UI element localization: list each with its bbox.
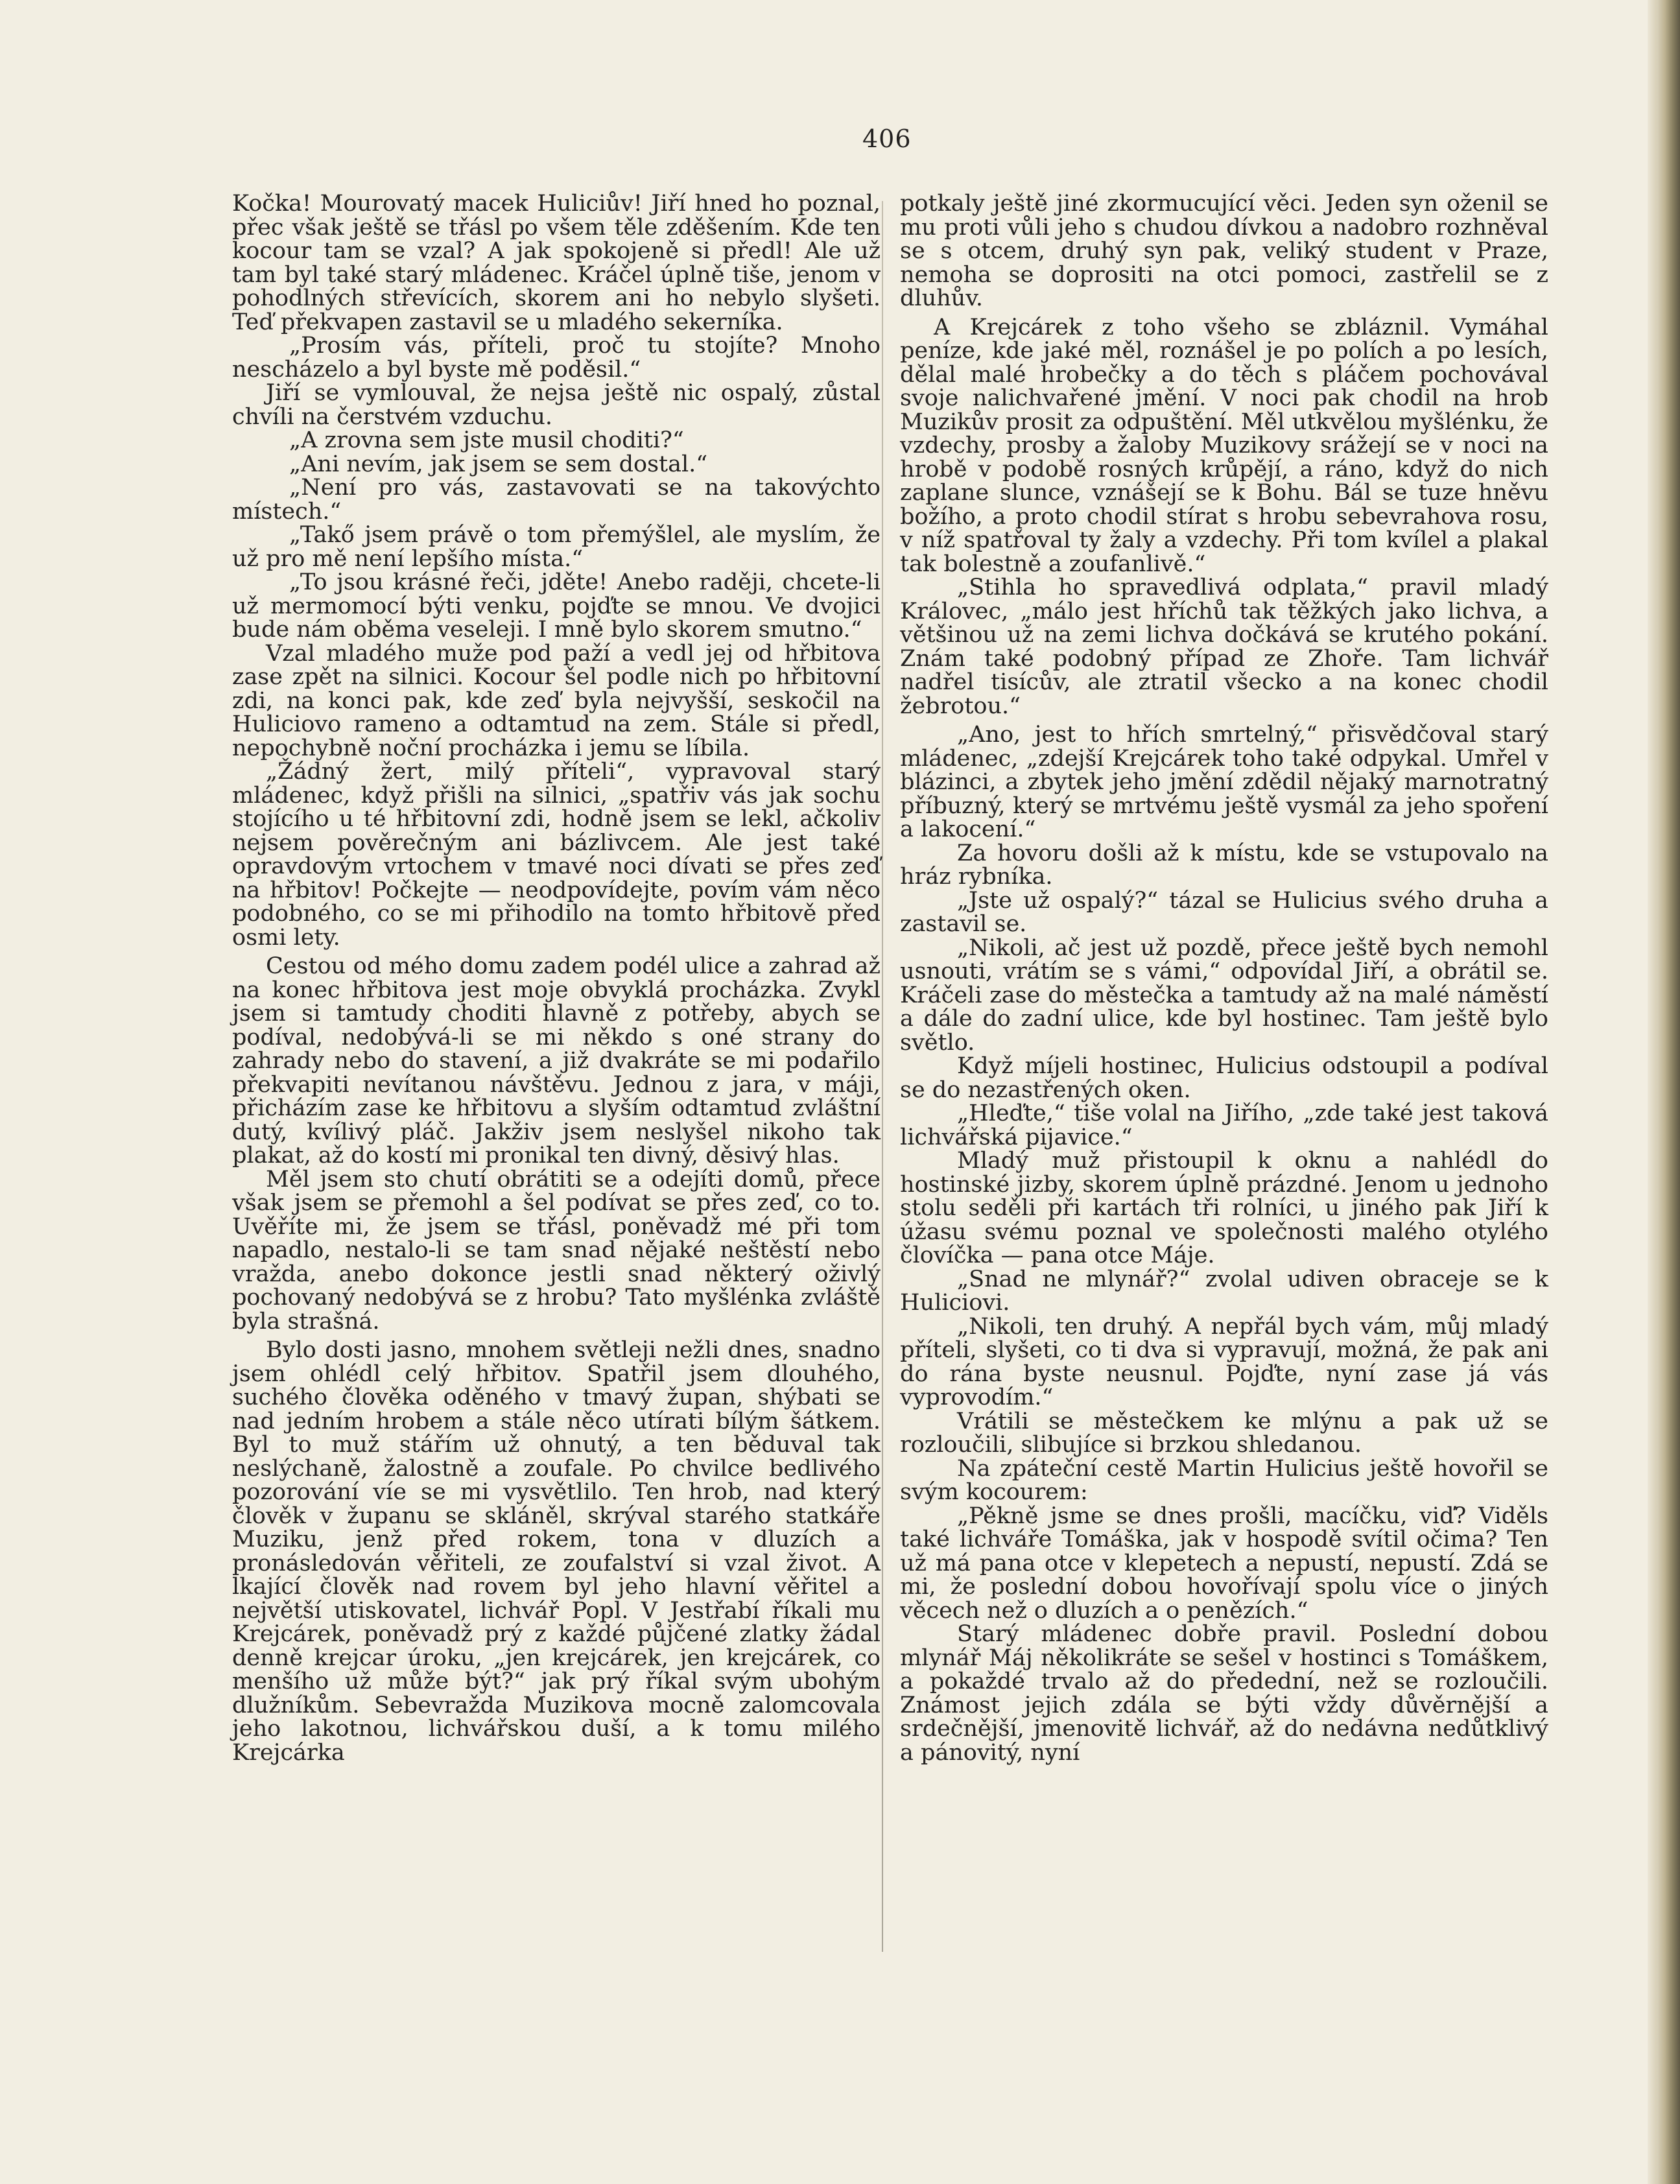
paragraph: Bylo dosti jasno, mnohem světleji nežli dnes, snadno jsem ohlédl celý hřbitov. Spatřil jsem dlouhého, suchého člověka oděného v tmavý župan, shýbati se nad jedním hrobem a stále něco utírati bílým šátkem. Byl to muž stářím už ohnutý, a ten běduval tak neslýchaně, žalostně a zoufale. Po chvilce bedlivého pozorování víe se mi vysvětlilo. Ten hrob, nad který člověk v županu se skláněl, skrýval starého statkáře Muziku, jenž před rokem, tona v dluzích a pronásledován věřiteli, ze zoufalství si vzal život. A lkající člověk nad rovem byl jeho hlavní věřitel a největší utiskovatel, lichvář Popl. V Jestřabí říkali mu Krejcárek, poněvadž prý z každé půjčené zlatky žádal denně krejcar úroku, „jen krejcárek, jen krejcárek, co menšího už může být?“ jak prý říkal svým ubohým dlužníkům. Sebevražda Muzikova mocně zalomcovala jeho lakotnou, lichvářskou duší, a k tomu milého Krejcárka — [232, 1337, 881, 1766]
paragraph: „Nikoli, ten druhý. A nepřál bych vám, můj mladý příteli, slyšeti, co ti dva si vypravují, možná, že pak ani do rána byste neusnul. Pojďte, nyní zase já vás vyprovodím.“ — [900, 1313, 1548, 1410]
paragraph: „Ani nevím, jak jsem se sem dostal.“ — [289, 451, 708, 477]
paragraph: Když míjeli hostinec, Hulicius odstoupil a podíval se do nezastřených oken. — [900, 1053, 1548, 1103]
paragraph: „Takő jsem právě o tom přemýšlel, ale myslím, že už pro mě není lepšího místa.“ — [232, 522, 881, 572]
page-number: 406 — [862, 125, 912, 153]
paragraph: potkaly ještě jiné zkormucující věci. Jeden syn oženil se mu proti vůli jeho s chudou dívkou a nadobro rozhněval se s otcem, druhý syn pak, veliký student v Praze, nemoha se doprositi na otci pomoci, zastřelil se z dluhův. — [900, 191, 1548, 311]
book-binding-edge — [1657, 0, 1680, 2184]
paragraph: A Krejcárek z toho všeho se zbláznil. Vymáhal peníze, kde jaké měl, roznášel je po polích a po lesích, dělal malé hrobečky a do těch s pláčem pochovával svoje nalichvařené jmění. V noci pak chodil na hrob Muzikův prosit za odpuštění. Měl utkvělou myšlénku, že vzdechy, prosby a žaloby Muzikovy srážejí se v noci na hrobě v podobě rosných krůpějí, a ráno, když do nich zaplane slunce, vznášejí se k Bohu. Bál se tuze hněvu božího, a proto chodil stírat s hrobu sebevrahova rosu, v níž spatřoval ty žaly a vzdechy. Při tom kvílel a plakal tak bolestně a zoufanlivě.“ — [900, 314, 1548, 577]
paragraph: „Stihla ho spravedlivá odplata,“ pravil mladý Královec, „málo jest hříchů tak těžkých jako lichva, a většinou už na zemi lichva dočkává se krutého pokání. Znám také podobný případ ze Zhoře. Tam lichvář nadřel tisícův, ale ztratil všecko a na konec chodil žebrotou.“ — [900, 575, 1548, 719]
paragraph: „Hleďte,“ tiše volal na Jiřího, „zde také jest taková lichvářská pijavice.“ — [900, 1100, 1548, 1150]
paragraph: Měl jsem sto chutí obrátiti se a odejíti domů, přece však jsem se přemohl a šel podívat se přes zeď, co to. Uvěříte mi, že jsem se třásl, poněvadž mé při tom napadlo, nestalo-li se tam snad nějaké neštěstí nebo vražda, anebo dokonce jestli snad některý oživlý pochovaný nedobývá se z hrobu? Tato myšlénka zvláště byla strašná. — [232, 1166, 881, 1335]
paragraph: Vzal mladého muže pod paží a vedl jej od hřbitova zase zpět na silnici. Kocour šel podle nich po hřbitovní zdi, na konci pak, kde zeď byla nejvyšší, seskočil na Huliciovo rameno a odtamtud na zem. Stále si předl, nepochybně noční procházka i jemu se líbila. — [232, 640, 881, 761]
paragraph: Na zpáteční cestě Martin Hulicius ještě hovořil se svým kocourem: — [900, 1455, 1548, 1505]
paragraph: Vrátili se městečkem ke mlýnu a pak už se rozloučili, slibujíce si brzkou shledanou. — [900, 1408, 1548, 1458]
paragraph: Mladý muž přistoupil k oknu a nahlédl do hostinské jizby, skorem úplně prázdné. Jenom u jednoho stolu seděli při kartách tři rolníci, u jiného pak Jiří k úžasu svému poznal ve společnosti malého otylého človíčka — pana otce Máje. — [900, 1148, 1548, 1268]
paragraph: Jiří se vymlouval, že nejsa ještě nic ospalý, zůstal chvíli na čerstvém vzduchu. — [232, 380, 881, 430]
paragraph: „Není pro vás, zastavovati se na takovýchto místech.“ — [232, 475, 881, 525]
paragraph: „Snad ne mlynář?“ zvolal udiven obraceje se k Huliciovi. — [900, 1266, 1548, 1316]
left-text-column — [232, 192, 881, 1764]
column-divider — [882, 201, 883, 1952]
paragraph: „Nikoli, ač jest už pozdě, přece ještě bych nemohl usnouti, vrátím se s vámi,“ odpovídal Jiří, a obrátil se. Kráčeli zase do městečka a tamtudy až na malé náměstí a dále do zadní ulice, kde byl hostinec. Tam ještě bylo světlo. — [900, 934, 1548, 1056]
paragraph: „Ano, jest to hřích smrtelný,“ přisvědčoval starý mládenec, „zdejší Krejcárek toho také odpykal. Umřel v blázinci, a zbytek jeho jmění zdědil nějaký marnotratný příbuzný, který se mrtvému ještě vysmál za jeho spoření a lakocení.“ — [900, 722, 1548, 842]
paragraph: „A zrovna sem jste musil choditi?“ — [289, 427, 684, 453]
paragraph: „Žádný žert, milý příteli“, vypravoval starý mládenec, když přišli na silnici, „spatřiv vás jak sochu stojícího u té hřbitovní zdi, hodně jsem se lekl, ačkoliv nejsem pověrečným ani bázlivcem. Ale jest také opravdovým vrtochem v tmavé noci dívati se přes zeď na hřbitov! Počkejte — neodpovídejte, povím vám něco podobného, co se mi přihodilo na tomto hřbitově před osmi lety. — [232, 759, 881, 951]
paragraph: „Prosím vás, příteli, proč tu stojíte? Mnoho nescházelo a byl byste mě poděsil.“ — [232, 333, 881, 383]
paragraph: „Pěkně jsme se dnes prošli, macíčku, viď? Viděls také lichváře Tomáška, jak v hospodě svítil očima? Ten už má pana otce v klepetech a nepustí, nepustí. Zdá se mi, že poslední dobou hovořívají spolu více o jiných věcech než o dluzích a o penězích.“ — [900, 1502, 1548, 1624]
paragraph: Za hovoru došli až k místu, kde se vstupovalo na hráz rybníka. — [900, 840, 1548, 890]
paragraph: „Jste už ospalý?“ tázal se Hulicius svého druha a zastavil se. — [900, 887, 1548, 937]
paragraph: Cestou od mého domu zadem podél ulice a zahrad až na konec hřbitova jest moje obvyklá procházka. Zvykl jsem si tamtudy choditi hlavně z potřeby, abych se podíval, nedobývá-li se mi někdo s oné strany do zahrady nebo do stavení, a již dvakráte se mi podařilo překvapiti nevítanou návštěvu. Jednou z jara, v máji, přicházím zase ke hřbitovu a slyším odtamtud zvláštní dutý, kvílivý pláč. Jakživ jsem neslyšel nikoho tak plakat, až do kostí mi pronikal ten divný, děsivý hlas. — [232, 953, 881, 1169]
right-text-column — [900, 192, 1548, 1764]
paragraph: „To jsou krásné řeči, jděte! Anebo raději, chcete-li už mermomocí býti venku, pojďte se mnou. Ve dvojici bude nám oběma veseleji. I mně bylo skorem smutno.“ — [232, 569, 881, 643]
page-edge-shadow — [1648, 0, 1657, 2184]
paragraph: Kočka! Mourovatý macek Huliciův! Jiří hned ho poznal, přec však ještě se třásl po všem těle zděšením. Kde ten kocour tam se vzal? A jak spokojeně si předl! Ale už tam byl také starý mládenec. Kráčel úplně tiše, jenom v pohodlných střevících, skorem ani ho nebylo slyšeti. Teď překvapen zastavil se u mladého sekerníka. — [232, 191, 881, 335]
paragraph: Starý mládenec dobře pravil. Poslední dobou mlynář Máj několikráte se sešel v hostinci s Tomáškem, a pokaždé trvalo až do předední, než se rozloučili. Známost jejich zdála se býti vždy důvěrnější a srdečnější, jmenovitě lichvář, až do nedávna nedůtklivý a pánovitý, nyní — [900, 1621, 1548, 1766]
